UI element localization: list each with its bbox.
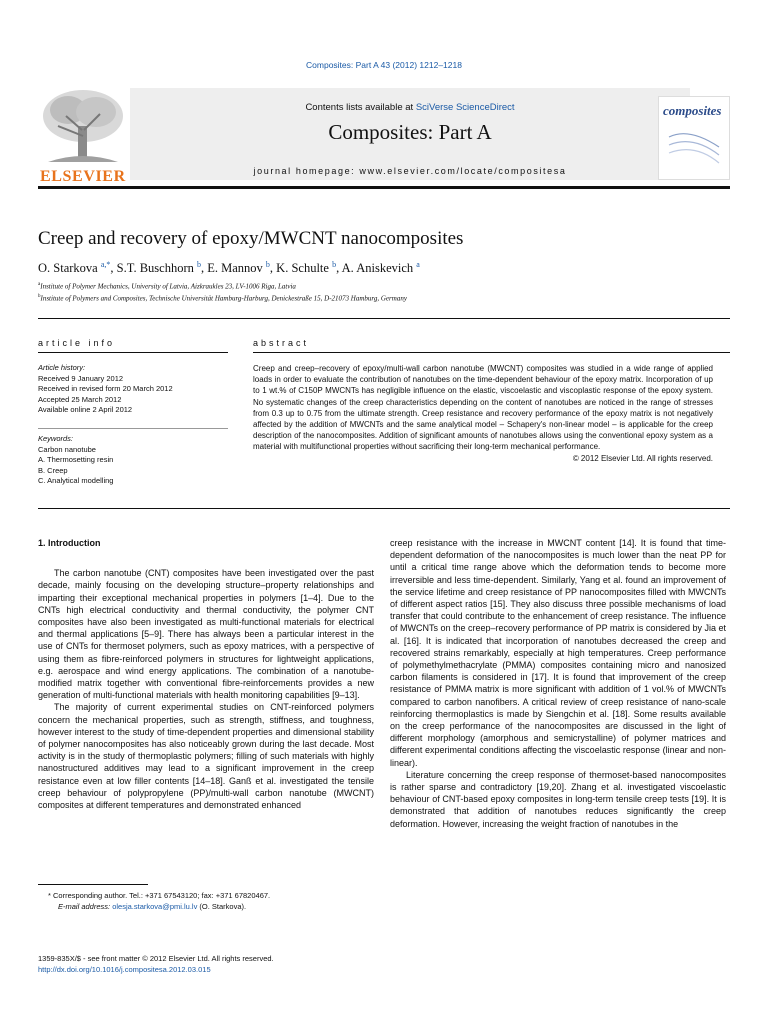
section-heading-introduction: 1. Introduction [38,538,101,548]
keyword: A. Thermosetting resin [38,455,114,464]
abstract-text: Creep and creep–recovery of epoxy/multi-wall carbon nanotube (MWCNT) composites was studied in a wide range of applied loads in order to evaluate the contribution of nanotubes on the time-dependent behaviour of the epoxy matrix. Incorporation of up to 1 wt.% of C150P MWCNTs has negligible influence on the elastic, viscoelastic and viscoplastic response of the epoxy system. No systematic changes of the creep characteristics depending on the content of nanotubes are noticed in the range of stresses from 0.3 up to 0.75 from the ultimate strength. Creep resistance and recovery performance of the epoxy matrix is not negatively affected by the addition of MWCNTs and the same analytical model – Schapery's non-linear model – is applicable for the creep description of the nanocomposites. Addition of significant amounts of nanotubes allows using the conventional epoxy system as a material with multifunctional properties without sacrificing their long-term mechanical performance. [253,364,713,452]
affiliation-a-text: Institute of Polymer Mechanics, University of Latvia, Aizkraukles 23, LV-1006 Riga, Latvia [40,282,296,291]
affiliation-b-text: Institute of Polymers and Composites, Technische Universität Hamburg-Harburg, Denickestraße 15, D-21073 Hamburg, Germany [40,294,407,303]
author-2-sup[interactable]: b [196,260,201,269]
body-paragraph: creep resistance with the increase in MWCNT content [14]. It is found that time-dependent deformation of the nanocomposites is much lower than the neat PP for until a critical time range above which the deformation tends to become more irreversible and less time-dependent. Similarly, Yang et al. found an improvement of the service lifetime and creep resistance of PP nanocomposites filled with MWCNTs of different aspect ratios [15]. They also discuss three possible mechanisms of load transfer that could contribute to the enhancement of creep resistance. The influence of MWCNTs on the creep–recovery performance of PP matrix is considered by Jia et al. [16]. It is indicated that incorporation of nanotubes decreased the creep and recovered strains remarkably, especially at high temperatures. Creep performance of polymethylmethacrylate (PMMA) composites containing micro and nanosized carbon filaments is considered in [17]. It is found that improvement of the creep resistance of PMMA matrix is more significant with addition of 1 vol.% of MWCNTs compared to carbon nanofibers. A critical review of creep resistance of nano-scale reinforcing thermoplastics is made by Siengchin et al. [18]. Some results available on the creep performance of the nanocomposites are discussed in the light of different morphology (amorphous and semicrystalline) of polymer matrices and different experimental conditions affecting the viscoelastic response (linear and non-linear). [390,538,726,768]
journal-title: Composites: Part A [328,120,492,144]
keyword: C. Analytical modelling [38,476,114,485]
body-paragraph: The majority of current experimental studies on CNT-reinforced polymers concern the mechanical properties, such as strength, stiffness, and toughness, however interest to the study of time-dependent properties and dimensional stability of polymer nanocomposites has also noticeably grown during the last decade. Most activity is in the study of thermoplastic polymers; filling of such materials with highly nanostructured additives may lead to a significant improvement in the creep resistance even at low filler contents [14–18]. Ganß et al. investigated the tensile creep behaviour of polypropylene (PP)/multi-wall carbon nanotube (MWCNT) composites at different temperatures and demonstrated enhanced [38,702,374,811]
author-3-sup[interactable]: b [265,260,270,269]
contents-prefix: Contents lists available at [305,102,416,113]
body-paragraph: The carbon nanotube (CNT) composites have been investigated over the past decade, mainly focusing on the developing structure–property relationships and imparting their exceptional mechanical properties in polymers [1–4]. Due to the CNTs high electrical conductivity and thermal conductivity, the polymer CNT composites have also been investigated as multi-functional materials for electrical and thermal applications [5–9]. There has always been a particular interest in the use of CNTs for thermoset polymers, such as epoxy matrices, with a perspective of using them as fibre-reinforced polymers in structures for lightweight applications, e.g. aerospace and wind energy applications. The combination of a nanotube-modified matrix together with conventional fibre-reinforcements provides a new generation of multi-functional materials with health monitoring capabilities [9–13]. [38,568,374,701]
article-title: Creep and recovery of epoxy/MWCNT nanocomposites [38,228,464,249]
keywords [38,434,228,487]
history-revised: Received in revised form 20 March 2012 [38,384,173,393]
journal-homepage[interactable]: journal homepage: www.elsevier.com/locate/compositesa [253,166,567,176]
body-paragraph: Literature concerning the creep response of thermoset-based nanocomposites is rather sparse and contradictory [19,20]. Zhang et al. investigated viscoelastic behaviour of CNT-based epoxy composites in long-term tensile creep tests [19]. It is demonstrated that addition of nanotubes reduces significantly the creep deformation. However, increasing the weight fraction of nanotubes in the [390,769,726,829]
author-1-sup[interactable]: a,* [100,260,111,269]
article-history [38,363,228,416]
history-label: Article history: [38,363,86,372]
doi-link[interactable]: http://dx.doi.org/10.1016/j.compositesa.2012.03.015 [38,965,211,974]
author-1: O. Starkova [38,261,98,276]
history-accepted: Accepted 25 March 2012 [38,394,122,404]
keywords-rule [38,428,228,429]
page-footer [38,953,274,975]
header-rule [38,186,730,189]
history-received: Received 9 January 2012 [38,373,124,383]
footnote [38,890,374,912]
abstract-heading: abstract [253,338,310,348]
author-2: S.T. Buschhorn [116,261,194,276]
right-column [390,537,726,830]
issn-line: 1359-835X/$ - see front matter © 2012 Elsevier Ltd. All rights reserved. [38,954,274,963]
abstract-body [253,363,713,464]
author-4: K. Schulte [276,261,329,276]
author-5: A. Aniskevich [341,261,414,276]
affiliation-b-sup: b [38,294,41,299]
email-line [38,901,374,912]
email-label: E-mail address: [58,902,113,911]
affiliation-a [38,282,296,290]
author-4-sup[interactable]: b [332,260,337,269]
journal-header [38,80,730,184]
keyword: Carbon nanotube [38,444,96,454]
abstract-bottom-rule [38,508,730,509]
email-suffix: (O. Starkova). [197,902,247,911]
author-5-sup[interactable]: a [416,260,420,269]
contents-line [130,102,690,113]
author-list: O. Starkova $^{a,*}$, S.T. Buschhorn $^b$, E. Mannov $^b$, K. Schulte $^b$, A. Aniskevich $^a$ [38,260,420,276]
corresponding-author-note: * Corresponding author. Tel.: +371 67543120; fax: +371 67820467. [48,891,271,900]
sciencedirect-link[interactable]: SciVerse ScienceDirect [415,102,515,113]
keywords-label: Keywords: [38,434,74,443]
journal-citation[interactable]: Composites: Part A 43 (2012) 1212–1218 [306,60,462,70]
keyword: B. Creep [38,465,68,475]
abstract-rule [253,352,730,353]
abstract-copyright: © 2012 Elsevier Ltd. All rights reserved. [572,453,713,463]
publisher-logo-text: ELSEVIER [40,168,126,185]
left-column [38,537,374,811]
journal-cover-thumbnail [658,96,730,180]
info-rule [38,352,228,353]
footnote-rule [38,884,148,885]
affiliation-b [38,294,407,302]
article-info-heading: article info [38,338,116,348]
affiliation-rule [38,318,730,319]
history-online: Available online 2 April 2012 [38,405,133,414]
email-link[interactable]: olesja.starkova@pmi.lu.lv [112,902,198,911]
author-3: E. Mannov [207,261,263,276]
journal-banner [130,88,690,180]
elsevier-tree-logo-icon [38,86,128,185]
cover-title: composites [663,103,722,118]
affiliation-a-sup: a [38,282,41,287]
